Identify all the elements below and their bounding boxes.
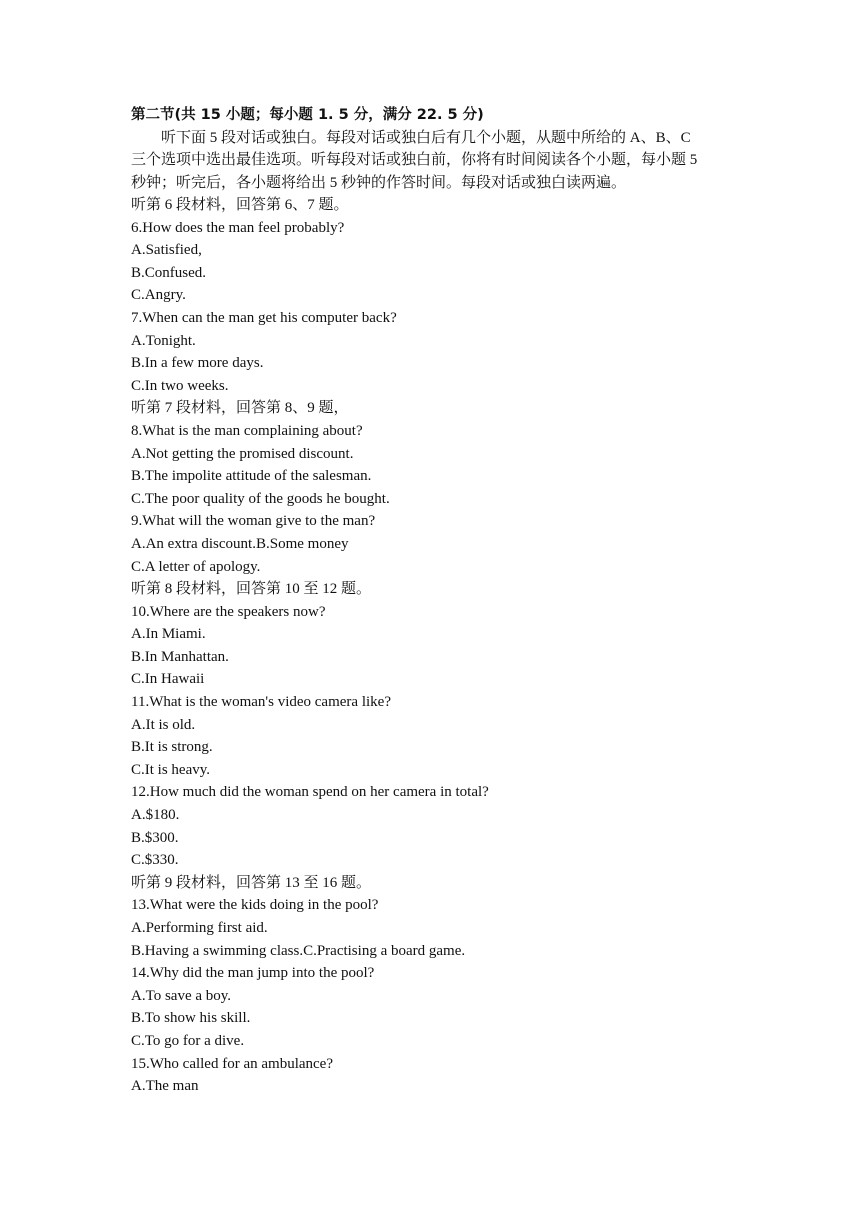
option-line: B.To show his skill. [131, 1010, 251, 1027]
question-line: 12.How much did the woman spend on her camera in total? [131, 784, 489, 801]
material-heading: 听第 8 段材料，回答第 10 至 12 题。 [131, 581, 372, 598]
option-line: A.In Miami. [131, 626, 206, 643]
instruction-line: 听下面 5 段对话或独白。每段对话或独白后有几个小题，从题中所给的 A、B、C [161, 129, 691, 146]
option-line: A.The man [131, 1078, 199, 1095]
material-heading: 听第 6 段材料，回答第 6、7 题。 [131, 197, 349, 213]
question-line: 6.How does the man feel probably? [131, 219, 345, 236]
section-title: 第二节(共 15 小题；每小题 1. 5 分，满分 22. 5 分) [131, 107, 484, 123]
option-line: C.A letter of apology. [131, 558, 261, 575]
question-line: 9.What will the woman give to the man? [131, 513, 376, 530]
option-line: B.In Manhattan. [131, 648, 229, 665]
option-line: A.To save a boy. [131, 987, 232, 1004]
material-heading: 听第 7 段材料，回答第 8、9 题， [131, 400, 349, 417]
option-line: C.Angry. [131, 287, 186, 304]
option-line: C.$330. [131, 852, 179, 869]
option-line: A.An extra discount.B.Some money [131, 535, 349, 552]
option-line: A.Tonight. [131, 332, 196, 349]
question-line: 8.What is the man complaining about? [131, 422, 363, 439]
option-line: A.Not getting the promised discount. [131, 445, 354, 462]
option-line: A.Satisfied, [131, 242, 202, 259]
option-line: B.In a few more days. [131, 355, 264, 372]
option-line: C.In two weeks. [131, 377, 229, 394]
option-line: B.Having a swimming class.C.Practising a board game. [131, 942, 466, 959]
option-line: A.It is old. [131, 716, 196, 733]
material-heading: 听第 9 段材料，回答第 13 至 16 题。 [131, 874, 372, 891]
question-line: 14.Why did the man jump into the pool? [131, 965, 375, 982]
option-line: C.The poor quality of the goods he bought. [131, 490, 390, 507]
option-line: A.$180. [131, 807, 180, 824]
option-line: B.Confused. [131, 264, 206, 281]
option-line: B.The impolite attitude of the salesman. [131, 468, 372, 485]
option-line: B.$300. [131, 829, 179, 846]
option-line: C.To go for a dive. [131, 1032, 245, 1049]
question-line: 7.When can the man get his computer back? [131, 309, 397, 326]
question-line: 15.Who called for an ambulance? [131, 1055, 333, 1072]
option-line: C.It is heavy. [131, 761, 211, 778]
section-instructions [131, 127, 731, 195]
instruction-line: 三个选项中选出最佳选项。听每段对话或独白前，你将有时间阅读各个小题，每小题 5 [131, 152, 698, 168]
instruction-line: 秒钟；听完后，各小题将给出 5 秒钟的作答时间。每段对话或独白读两遍。 [131, 174, 627, 191]
question-line: 10.Where are the speakers now? [131, 603, 326, 620]
question-line: 11.What is the woman's video camera like? [131, 694, 391, 711]
question-line: 13.What were the kids doing in the pool? [131, 897, 379, 914]
option-line: C.In Hawaii [131, 671, 205, 688]
option-line: A.Performing first aid. [131, 920, 268, 936]
option-line: B.It is strong. [131, 739, 213, 756]
document-page [131, 104, 731, 1098]
question-list [131, 194, 731, 1098]
